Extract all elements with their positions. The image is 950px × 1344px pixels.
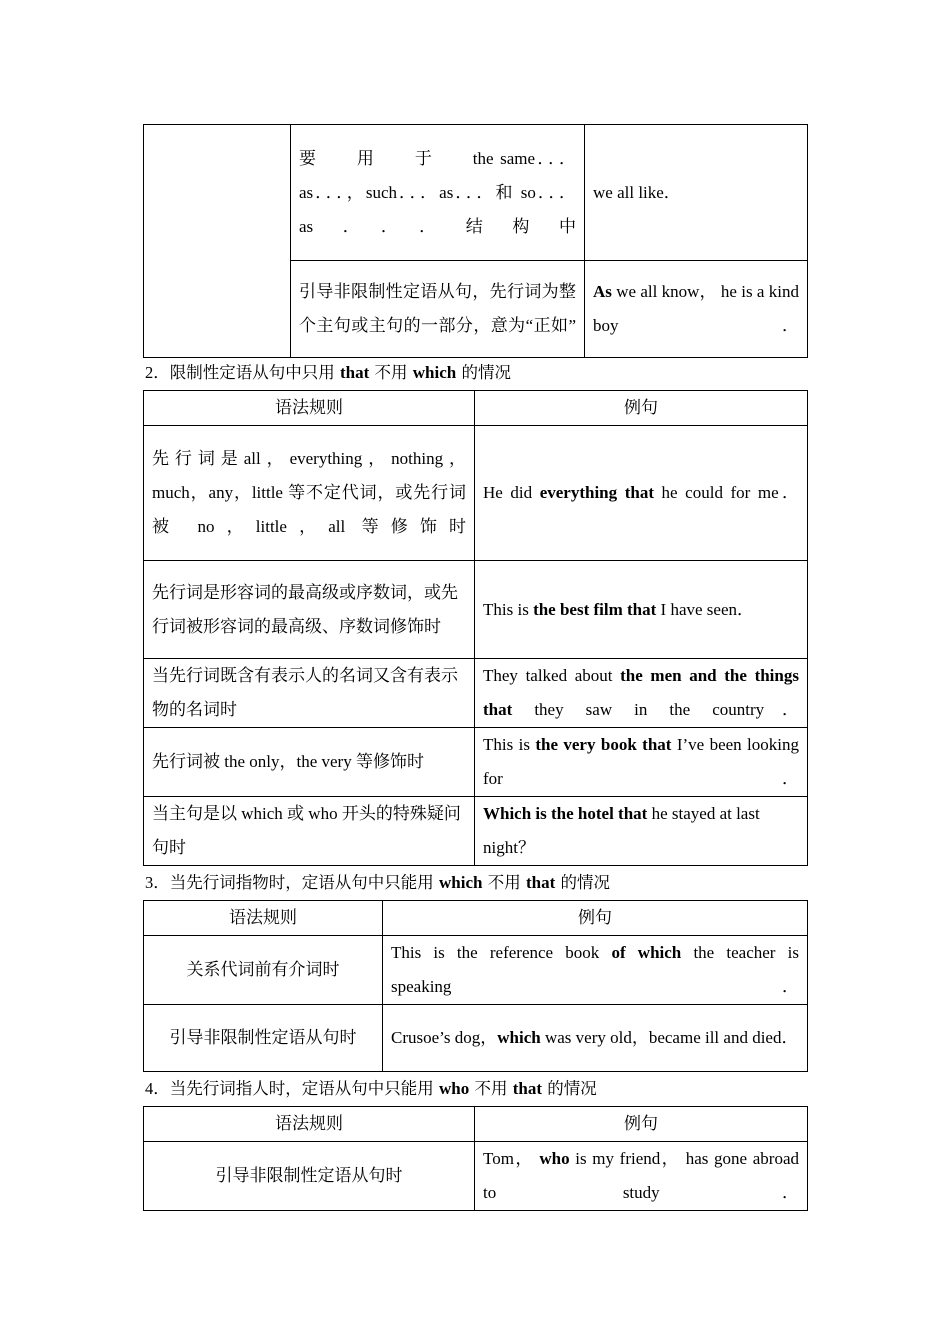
header-rule: 语法规则 (144, 391, 475, 426)
section-2-heading: 2．限制性定语从句中只用 that 不用 which 的情况 (145, 363, 511, 382)
example-cell: They talked about the men and the things that they saw in the country． (475, 659, 808, 728)
table-row (144, 125, 808, 261)
rule-cell: 当主句是以 which 或 who 开头的特殊疑问句时 (144, 797, 475, 866)
example-cell: This is the best film that I have seen． (475, 561, 808, 659)
document-page (143, 124, 807, 1211)
section-4-heading: 4．当先行词指人时，定语从句中只能用 who 不用 that 的情况 (145, 1079, 597, 1098)
table-header-row (144, 1107, 808, 1142)
empty-cell (144, 125, 291, 358)
table-row (144, 1005, 808, 1072)
table-1 (143, 124, 808, 358)
rule-cell: 先行词是形容词的最高级或序数词，或先行词被形容词的最高级、序数词修饰时 (144, 561, 475, 659)
table-row (144, 659, 808, 728)
rule-cell: 引导非限制性定语从句时 (144, 1142, 475, 1211)
table-header-row (144, 391, 808, 426)
table-row (144, 426, 808, 561)
header-example: 例句 (383, 901, 808, 936)
example-cell: Which is the hotel that he stayed at last night？ (475, 797, 808, 866)
header-example: 例句 (475, 391, 808, 426)
header-example: 例句 (475, 1107, 808, 1142)
table-row (144, 1142, 808, 1211)
header-rule: 语法规则 (144, 901, 383, 936)
table-4 (143, 1106, 808, 1211)
example-cell: This is the reference book of which the teacher is speaking． (383, 936, 808, 1005)
section-3-heading: 3．当先行词指物时，定语从句中只能用 which 不用 that 的情况 (145, 873, 610, 892)
rule-cell: 当先行词既含有表示人的名词又含有表示物的名词时 (144, 659, 475, 728)
rule-cell: 先行词被 the only，the very 等修饰时 (144, 728, 475, 797)
table-3 (143, 900, 808, 1072)
example-cell: As we all know， he is a kind boy． (585, 261, 808, 358)
rule-cell: 要 用 于 the same．．．as．．．，such．．．as．．．和 so．．．as．．．结构中 (291, 125, 585, 261)
example-cell: He did everything that he could for me． (475, 426, 808, 561)
header-rule: 语法规则 (144, 1107, 475, 1142)
table-header-row (144, 901, 808, 936)
rule-cell: 引导非限制性定语从句时 (144, 1005, 383, 1072)
example-cell: This is the very book that I’ve been looking for． (475, 728, 808, 797)
rule-cell: 先行词是all，everything，nothing，much，any，little 等不定代词，或先行词被 no，little，all 等修饰时 (144, 426, 475, 561)
bold-keyword: As (593, 282, 612, 301)
table-row (144, 797, 808, 866)
example-cell: we all like． (585, 125, 808, 261)
rule-cell: 关系代词前有介词时 (144, 936, 383, 1005)
table-row (144, 728, 808, 797)
table-row (144, 561, 808, 659)
example-cell: Crusoe’s dog，which was very old，became ill and died． (383, 1005, 808, 1072)
rule-cell: 引导非限制性定语从句，先行词为整个主句或主句的一部分，意为“正如” (291, 261, 585, 358)
example-cell: Tom， who is my friend， has gone abroad to study． (475, 1142, 808, 1211)
table-row (144, 936, 808, 1005)
table-2 (143, 390, 808, 866)
